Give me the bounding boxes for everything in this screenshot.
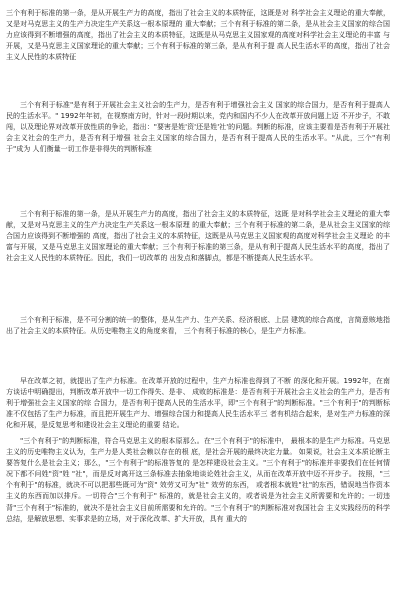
paragraph: 早在改革之初，就提出了生产力标准。在改革开放的过程中，生产力标准也得到了不断 的深化和开展。1992年，在南方谈话中明确提出，判断改革开放中一切工作得失、是非、 成败的标准是：是否有利于开展社会主义社会的生产力，是否有利于增强社会主义国家的综 合国力，是否有利于提高人民的生活水平，即"三个有利于"的判断标准。"三个有利于"的判断标准不仅包括了生产力标准，而且把开展生产力、增强综合国力和提高人民生活水平三 者有机结合起来，是对生产力标准的深化和开展，是反复思考和建设社会主义理论的重要 结论。 (6, 377, 390, 430)
paragraph: "三个有利于"的判断标准，符合马克思主义的根本原那么。在"三个有利于"的标准中， 最根本的是生产力标准。马克思主义的历史唯物主义认为，生产力是人类社会赖以存在的根 底，是社会开展的最终决定力量。 如果说，社会主义本质论断主要答复什么是社会主义；那么，"三个有利于"的标准答复的 是怎样建设社会主义。"三个有利于"的标准并非要我们在任何情况下都不问姓"资"姓 "社"，而是反对离开这三条标准去抽象地谈论姓社会主义，从而在改革开放中迈不开步子。 按照，"三个有利于"的标准，就决不可以把那些既可为"资" 效劳又可为"社" 效劳的东西， 或者根本就姓"社"的东西，错误地当作资本主义的东西而加以排斥。一切符合"三个有利于" 标准的，就是社会主义的，或者说是为社会主义所需要和允许的；一切违背"三个有利于"标准的，就决不是社会主义目前所需要和允许的。"三个有利于"的判断标准对我国社会 主义实践经历的科学总结，是解放思想、实事求是的立场，对于深化改革、扩大开放，具有 重大的 (6, 437, 390, 523)
paragraph: 三个有利于标准的第一条，是从开展生产力的高度，指出了社会主义的本质特征，这既是对 科学社会主义理论的重大奉献，又是对马克思主义的生产力决定生产关系这一根本原理的 重大奉献；三个有利于标准的第二条，是从社会主义国家的综合国力应该得到不断增强的高度，指出了社会主义的本质特征，这既是从马克思主义国家观的高度对科学社会主义理论的丰富 与开展，又是马克思主义国家理论的重大奉献；三个有利于标准的第三条，是从有利于提 高人民生活水平的高度，指出了社会主义人民性的本质特征 (6, 9, 390, 62)
paragraph: 三个有利于标准的第一条，是从开展生产力的高度，指出了社会主义的本质特征，这既 是对科学社会主义理论的重大奉献，又是对马克思主义的生产力决定生产关系这一根本原理 的重大奉献；三个有利于标准的第二条，是从社会主义国家的综合国力应该得到不断增强的 高度，指出了社会主义的本质特征，这既是从马克思主义国家观的高度对科学社会主义理论 的丰富与开展，又是马克思主义国家理论的重大奉献；三个有利于标准的第三条，是从有利于提高人民生活水平的高度，指出了社会主义人民性的本质特征。因此，我们一切改革的 出发点和落脚点，都是不断提高人民生活水平。 (6, 210, 390, 263)
paragraph: 三个有利于标准，是不可分割的统一的整体，是从生产力、生产关系、经济根底、上层 建筑的综合高度，言简意赅地指出了社会主义的本质特征。从历史唯物主义的角度来看， 三个有利于标准的核心，是生产力标准。 (6, 316, 390, 336)
paragraph: 三个有利于标准"是有利于开展社会主义社会的生产力，是否有利于增强社会主义 国家的综合国力，是否有利于提高人民的生活水平。" 1992年年初，在视察南方时，针对一段时期以来，党内和国内不少人在改革开放问题上迈 不开步子，不敢闯，以及理论界对改革开放性质的争论，指出："要害是姓'资'还是姓'社'的问题。判断的标准，应该主要看是否有利于开展社会主义社会的生产力，是否有利于增强 社会主义国家的综合国力，是否有利于提高人民的生活水平。"从此，三个"有利于"成为 人们衡量一切工作是非得失的判断标准 (6, 101, 390, 154)
